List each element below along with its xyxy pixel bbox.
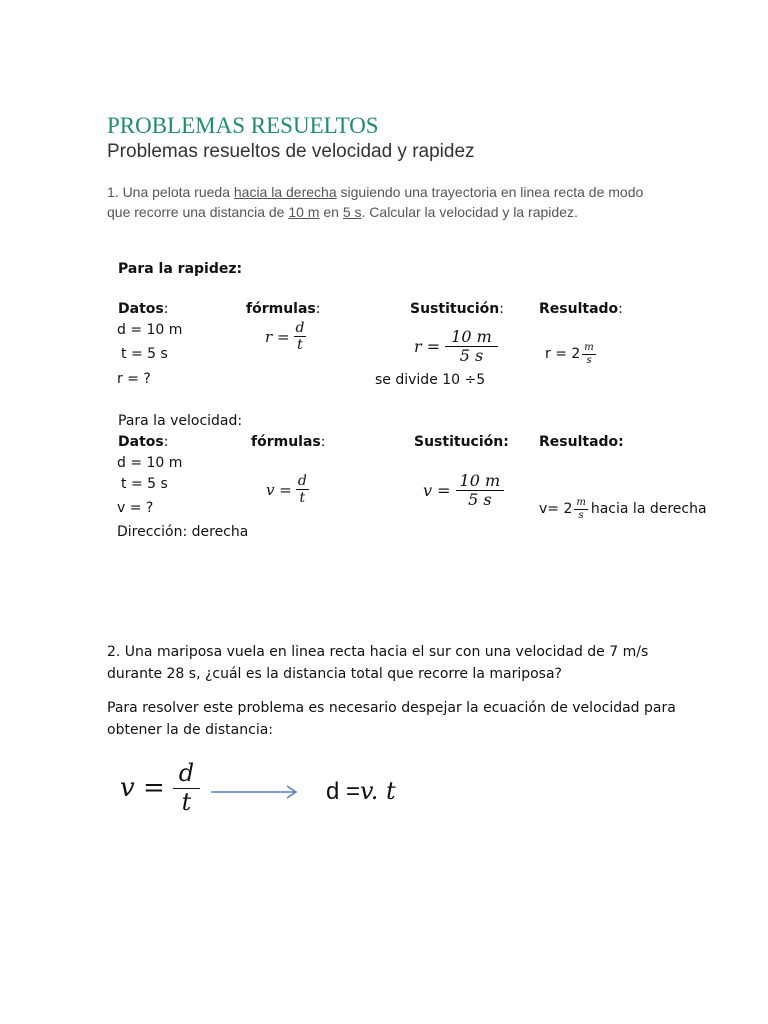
rapidez-datos-header: Datos: [118, 301, 169, 317]
rapidez-divide-note: se divide 10 ÷5 [375, 372, 486, 388]
rapidez-formulas-header: fórmulas: [246, 301, 321, 317]
underlined-time: 5 s [342, 204, 362, 220]
rapidez-resultado: r = 2 $\frac{m}{s}$ [545, 342, 594, 366]
velocidad-resultado: v= 2 $\frac{m}{s}$ hacia la derecha [539, 497, 707, 521]
velocidad-sustitucion-header: Sustitución: [414, 434, 509, 450]
problem-2-explanation: Para resolver este problema es necesario despejar la ecuación de velocidad para obtener la de distancia: [107, 700, 676, 738]
rapidez-dato-distancia: d = 10 m [117, 322, 183, 338]
velocidad-dato-tiempo: t = 5 s [121, 476, 168, 492]
velocidad-dato-incognita: v = ? [117, 500, 154, 516]
underlined-distance: 10 m [288, 204, 320, 220]
problem-2-statement: 2. Una mariposa vuela en linea recta hacia el sur con una velocidad de 7 m/s durante 28 s, ¿cuál es la distancia total que recorre la mariposa? [107, 644, 649, 682]
velocidad-dato-distancia: d = 10 m [117, 455, 183, 471]
underlined-direction: hacia la derecha [233, 184, 337, 200]
velocidad-formula: v = $\frac{d}{t}$ [266, 473, 307, 507]
velocidad-resultado-header: Resultado: [539, 434, 624, 450]
rapidez-sustitucion: r = $\frac{10 m}{5 s}$ [414, 328, 498, 366]
rapidez-dato-incognita: r = ? [117, 371, 151, 387]
rapidez-heading: Para la rapidez: [118, 261, 243, 277]
velocidad-datos-header: Datos: [118, 434, 169, 450]
velocity-equation: v = $\frac{d}{t}$ [120, 760, 200, 816]
velocidad-formulas-header: fórmulas: [251, 434, 326, 450]
page-title: PROBLEMAS RESUELTOS [107, 113, 379, 138]
distance-equation: d =v. t [326, 777, 396, 805]
problem-1-statement: 1. Una pelota rueda hacia la derecha siguiendo una trayectoria en linea recta de modo que recorre una distancia de 10 m en 5 s. Calcular la velocidad y la rapidez. [107, 184, 644, 220]
velocidad-heading: Para la velocidad: [118, 413, 243, 429]
arrow-right-icon [211, 782, 301, 802]
rapidez-dato-tiempo: t = 5 s [121, 346, 168, 362]
rapidez-formula: r = $\frac{d}{t}$ [265, 320, 305, 354]
velocidad-direccion: Dirección: derecha [117, 524, 249, 540]
velocidad-sustitucion: v = $\frac{10 m}{5 s}$ [423, 472, 504, 510]
page-subtitle: Problemas resueltos de velocidad y rapidez [107, 141, 475, 162]
rapidez-resultado-header: Resultado: [539, 301, 623, 317]
rapidez-sustitucion-header: Sustitución: [410, 301, 504, 317]
